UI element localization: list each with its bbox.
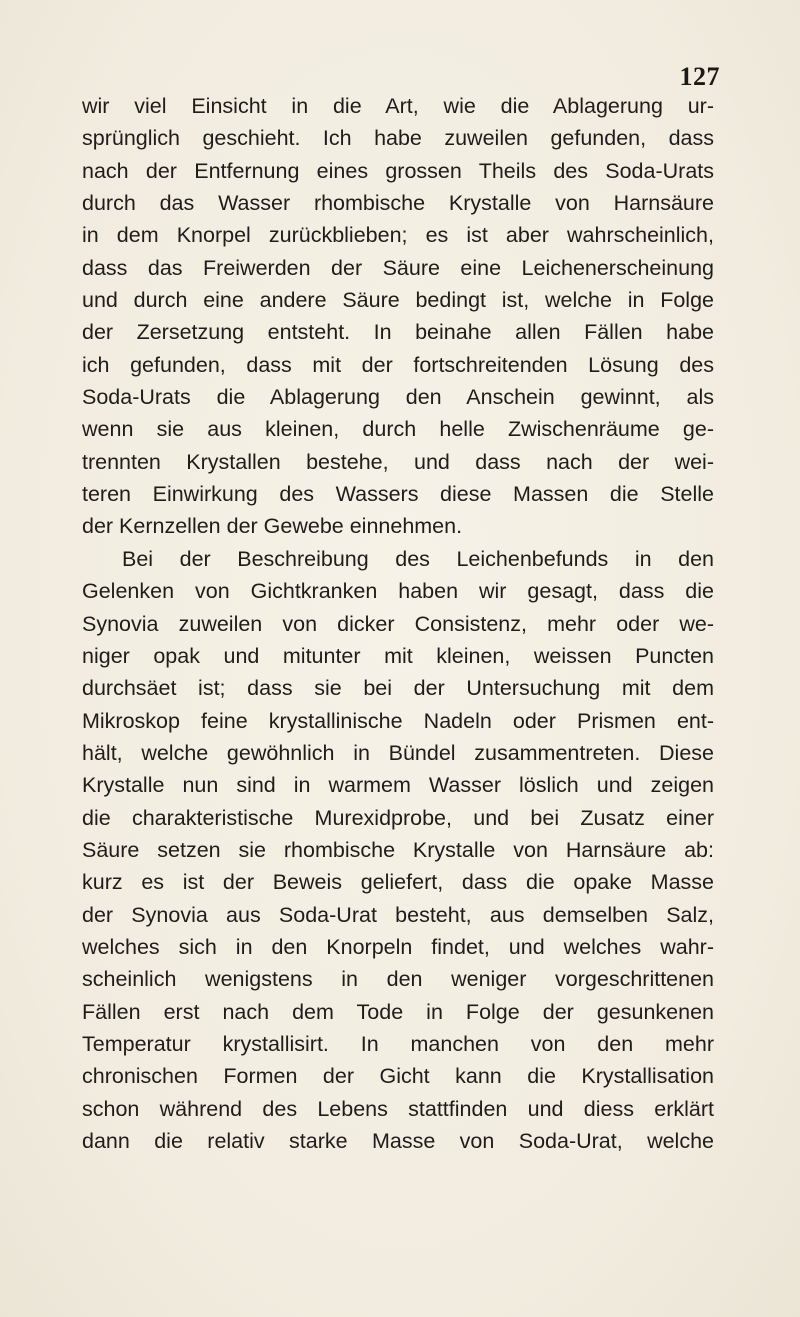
text-line-19: durchsäet ist; dass sie bei der Untersuchung mit dem: [82, 676, 714, 701]
body-text: [82, 90, 714, 1157]
text-line-32: schon während des Lebens stattfinden und diess erklärt: [82, 1096, 714, 1121]
text-line-30: Temperatur krystallisirt. In manchen von den mehr: [82, 1031, 714, 1056]
text-line-16: Gelenken von Gichtkranken haben wir gesagt, dass die: [82, 579, 714, 604]
text-line-4: durch das Wasser rhombische Krystalle von Harnsäure: [82, 191, 714, 216]
text-line-7: und durch eine andere Säure bedingt ist, welche in Folge: [82, 288, 714, 313]
text-line-15: Bei der Beschreibung des Leichenbefunds in den: [122, 546, 714, 571]
text-line-25: kurz es ist der Beweis geliefert, dass die opake Masse: [82, 870, 714, 895]
text-line-17: Synovia zuweilen von dicker Consistenz, mehr oder we-: [82, 611, 714, 636]
text-line-18: niger opak und mitunter mit kleinen, weissen Puncten: [82, 643, 714, 668]
text-line-26: der Synovia aus Soda-Urat besteht, aus demselben Salz,: [82, 902, 714, 927]
text-line-2: sprünglich geschieht. Ich habe zuweilen gefunden, dass: [82, 126, 714, 151]
text-line-20: Mikroskop feine krystallinische Nadeln oder Prismen ent-: [82, 708, 714, 733]
text-line-23: die charakteristische Murexidprobe, und bei Zusatz einer: [82, 805, 714, 830]
text-line-13: teren Einwirkung des Wassers diese Massen die Stelle: [82, 482, 714, 507]
text-line-10: Soda-Urats die Ablagerung den Anschein gewinnt, als: [82, 385, 714, 410]
text-line-11: wenn sie aus kleinen, durch helle Zwischenräume ge-: [82, 417, 714, 442]
text-line-22: Krystalle nun sind in warmem Wasser löslich und zeigen: [82, 773, 714, 798]
text-line-31: chronischen Formen der Gicht kann die Krystallisation: [82, 1064, 714, 1089]
text-line-33: dann die relativ starke Masse von Soda-Urat, welche: [82, 1129, 714, 1153]
text-line-5: in dem Knorpel zurückblieben; es ist aber wahrscheinlich,: [82, 223, 714, 248]
text-line-8: der Zersetzung entsteht. In beinahe allen Fällen habe: [82, 320, 714, 345]
text-line-29: Fällen erst nach dem Tode in Folge der gesunkenen: [82, 999, 714, 1024]
text-line-24: Säure setzen sie rhombische Krystalle von Harnsäure ab:: [82, 837, 714, 862]
text-line-1: wir viel Einsicht in die Art, wie die Ablagerung ur-: [82, 94, 714, 118]
text-line-14: der Kernzellen der Gewebe einnehmen.: [82, 514, 463, 539]
text-line-21: hält, welche gewöhnlich in Bündel zusammentreten. Diese: [82, 740, 714, 765]
text-line-6: dass das Freiwerden der Säure eine Leichenerscheinung: [82, 255, 714, 280]
text-line-9: ich gefunden, dass mit der fortschreitenden Lösung des: [82, 352, 714, 377]
text-line-3: nach der Entfernung eines grossen Theils des Soda-Urats: [82, 158, 714, 183]
text-line-28: scheinlich wenigstens in den weniger vorgeschrittenen: [82, 967, 714, 992]
page-number: 127: [679, 62, 720, 91]
text-line-27: welches sich in den Knorpeln findet, und welches wahr-: [82, 934, 714, 959]
text-line-12: trennten Krystallen bestehe, und dass nach der wei-: [82, 449, 714, 474]
